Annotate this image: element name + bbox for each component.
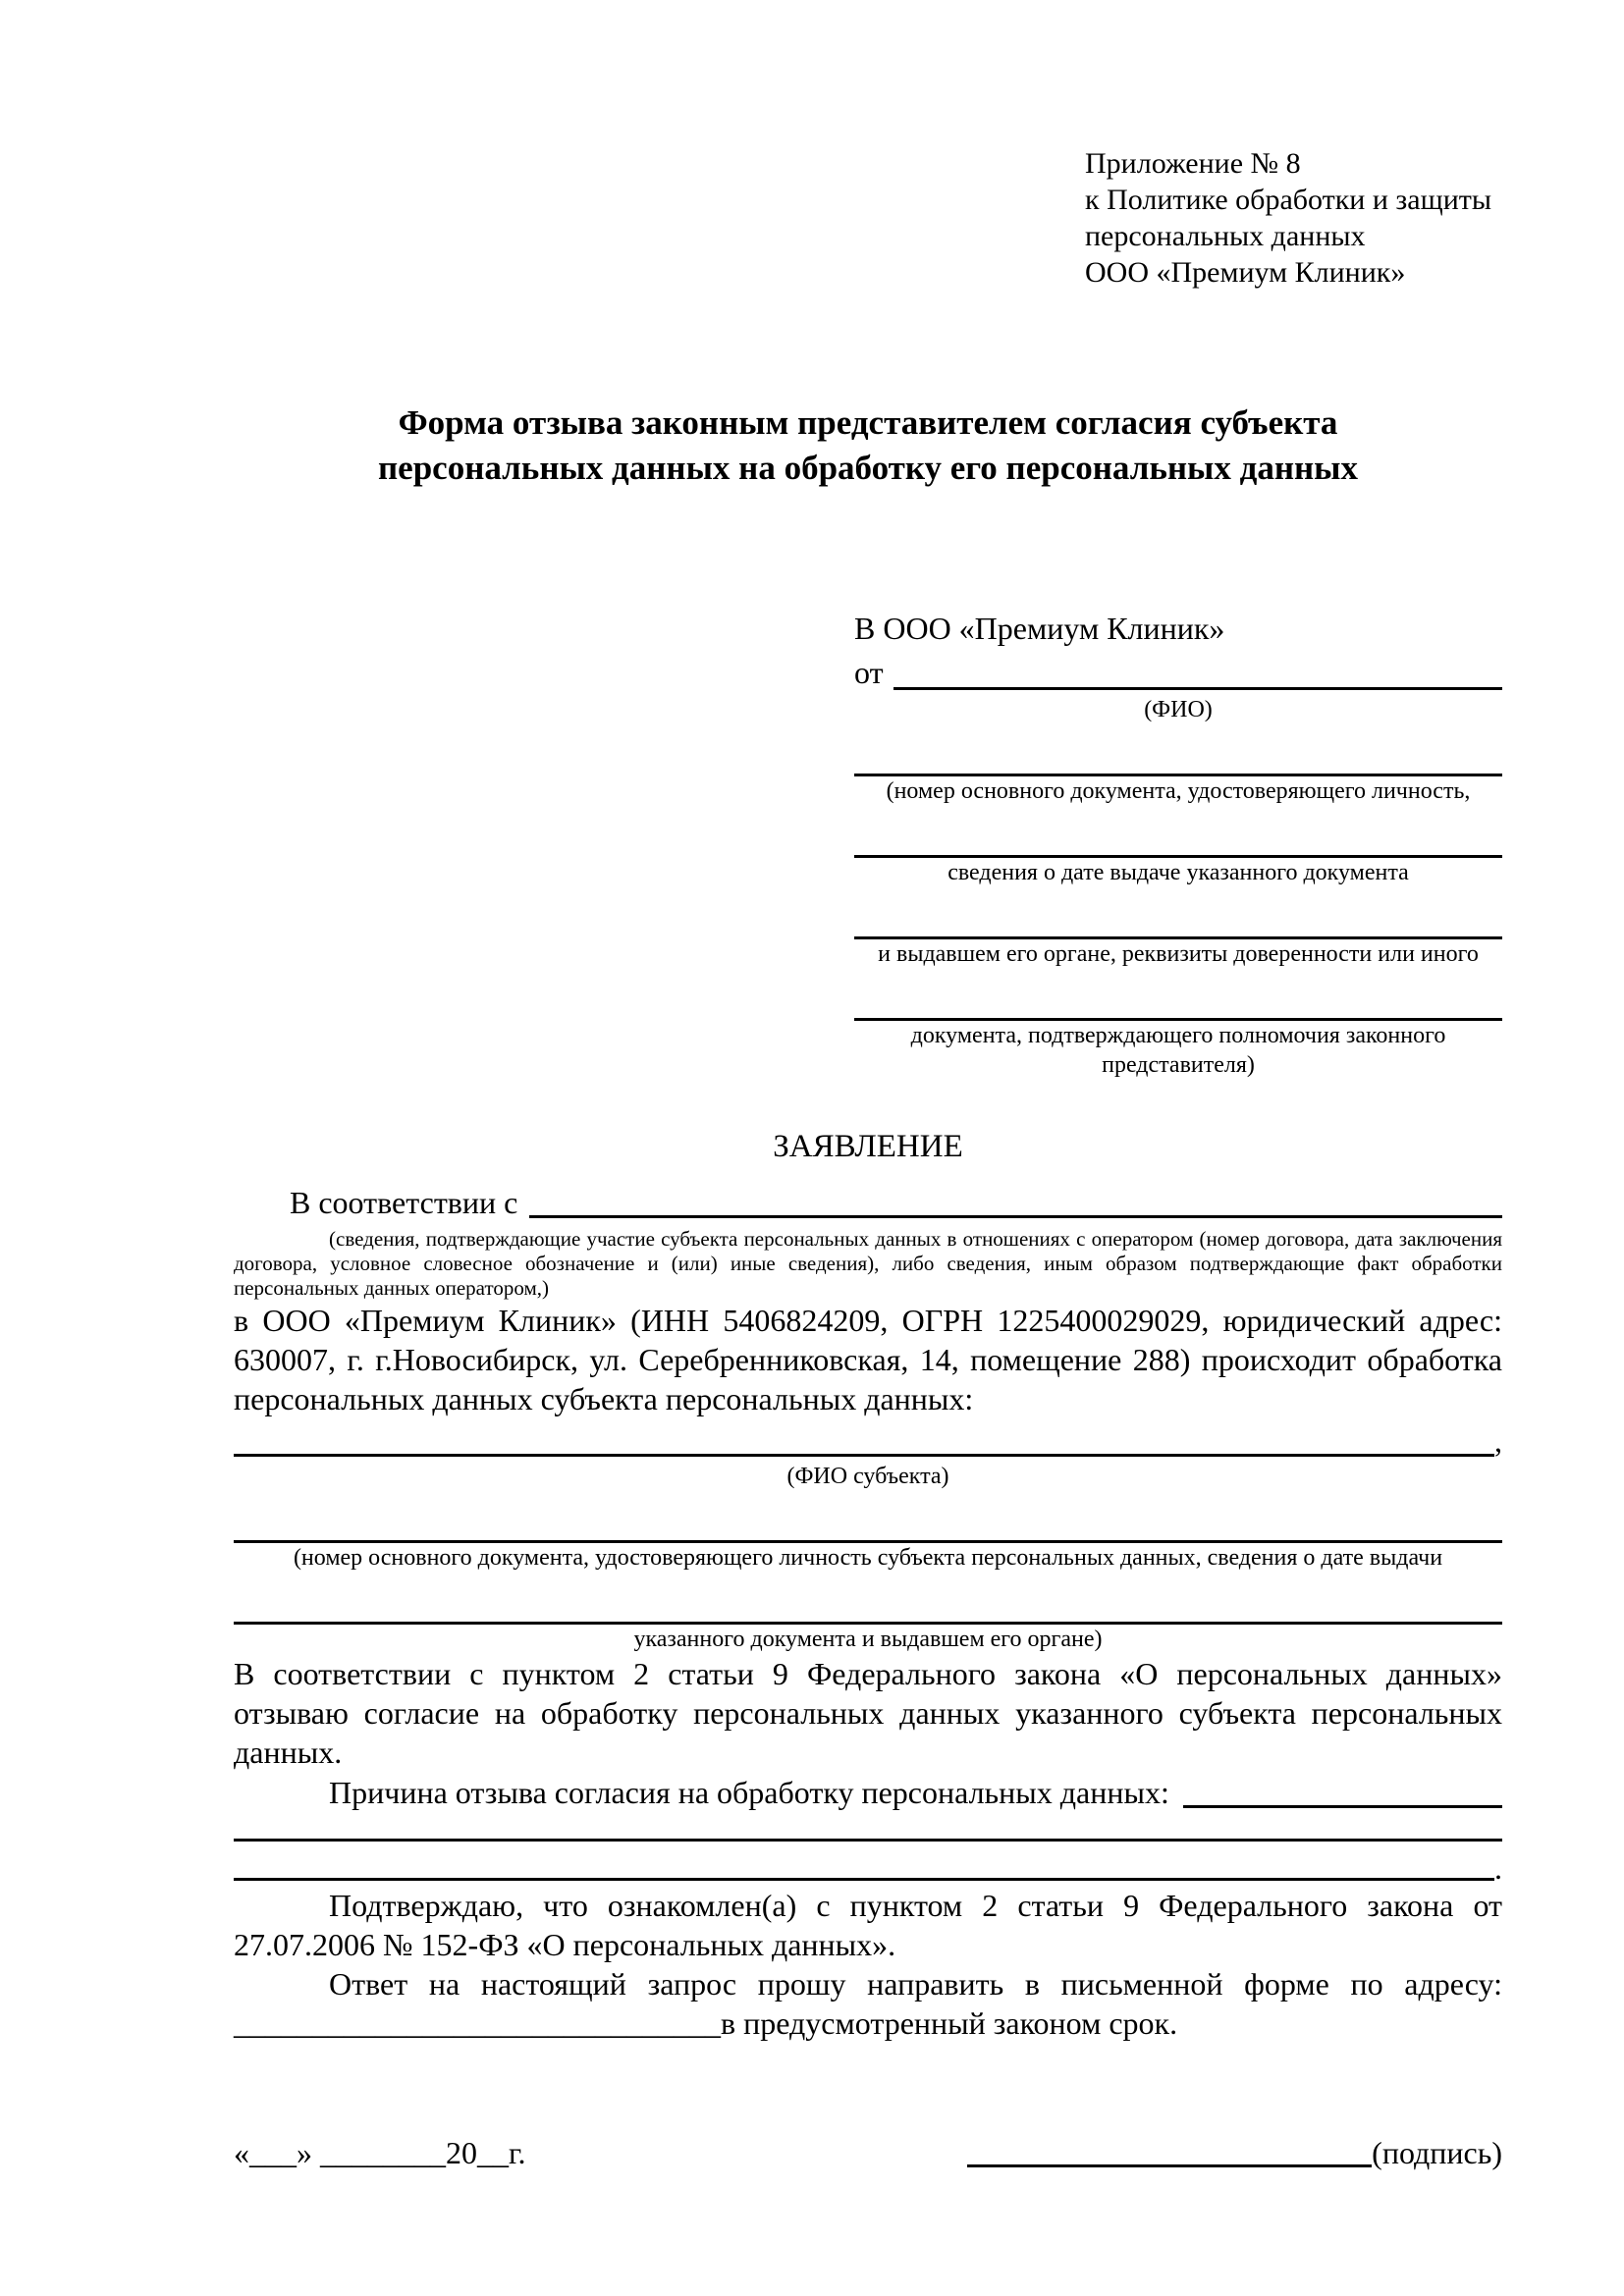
from-label: от [854,655,884,690]
subject-fio-caption: (ФИО субъекта) [786,1464,949,1489]
document-caption: (номер основного документа, удостоверяющего личность, [886,778,1471,804]
reason-continuation-row-2 [234,1850,1502,1886]
subject-document-caption: (номер основного документа, удостоверяющего личность субъекта персональных данных, сведения о дате выдачи [293,1545,1443,1571]
appendix-header-line: к Политике обработки и защиты [1085,184,1492,216]
signature-group [967,2133,1502,2172]
issuing-authority-field-line[interactable] [854,911,1502,939]
date-blank[interactable]: «___» ________20__г. [234,2135,526,2170]
subject-document-field-line[interactable] [234,1515,1502,1543]
subject-fio-comma: , [1494,1423,1502,1459]
confirm-paragraph: Подтверждаю, что ознакомлен(а) с пунктом 2 статьи 9 Федерального закона от 27.07.2006 № 152-ФЗ «О персональных данных». [234,1888,1502,1962]
accordance-basis-field-line[interactable] [529,1182,1502,1218]
document-issue-date-field-line[interactable] [854,829,1502,858]
document-title: Форма отзыва законным представителем согласия субъекта персональных данных на обработку его персональных данных [378,403,1358,487]
addressee-block [854,607,1502,1080]
fio-caption: (ФИО) [1144,697,1213,722]
from-row [854,651,1502,695]
reason-period: . [1494,1850,1502,1886]
reason-row [234,1772,1502,1813]
appendix-header-line: ООО «Премиум Клиник» [1085,256,1406,289]
subject-document-field-line-2[interactable] [234,1596,1502,1625]
withdraw-paragraph: В соответствии с пунктом 2 статьи 9 Федерального закона «О персональных данных» отзываю согласие на обработку персональных данных указанного субъекта персональных данных. [234,1656,1502,1770]
issue-date-caption: сведения о дате выдаче указанного документа [947,860,1409,885]
appendix-header-line: персональных данных [1085,220,1366,252]
authority-document-caption: документа, подтверждающего полномочия законного представителя) [910,1023,1446,1078]
reason-field-line-3[interactable] [234,1850,1494,1881]
issuing-authority-caption: и выдавшем его органе, реквизиты доверенности или иного [878,941,1479,967]
reply-paragraph: Ответ на настоящий запрос прошу направить в письменной форме по адресу: _______________________________в предусмотренный законом срок. [234,1966,1502,2041]
reason-label: Причина отзыва согласия на обработку персональных данных: [329,1775,1169,1810]
reason-field-line-2[interactable] [234,1839,1502,1842]
appendix-header-line: Приложение № 8 [1085,147,1301,180]
signature-field-line[interactable] [967,2133,1372,2167]
reason-continuation-row [234,1839,1502,1846]
in-accordance-row [234,1182,1502,1223]
operator-paragraph: в ООО «Премиум Клиник» (ИНН 5406824209, ОГРН 1225400029029, юридический адрес: 630007, г. г.Новосибирск, ул. Серебренниковская, 14, помещение 288) происходит обработка персональных данных субъекта персональных данных: [234,1303,1502,1416]
representative-document-field-line[interactable] [854,748,1502,776]
authority-document-field-line[interactable] [854,992,1502,1021]
signature-footer [234,2133,1502,2172]
in-accordance-label: В соответствии с [290,1185,518,1220]
signature-caption: (подпись) [1372,2135,1502,2170]
subject-document-caption-2: указанного документа и выдавшем его органе) [633,1627,1103,1652]
accordance-note: (сведения, подтверждающие участие субъекта персональных данных в отношениях с оператором (номер договора, дата заключения договора, условное словесное обозначение и (или) иные сведения), либо сведения, иным образом подтверждающие факт обработки персональных данных оператором,) [234,1227,1502,1300]
subject-fio-row [234,1420,1502,1462]
subject-fio-field-line[interactable] [234,1420,1494,1457]
representative-fio-field-line[interactable] [893,651,1502,690]
statement-heading: ЗАЯВЛЕНИЕ [773,1129,963,1164]
reason-field-line[interactable] [1183,1772,1502,1808]
appendix-header [1085,145,1502,291]
addressee-organization: В ООО «Премиум Клиник» [854,611,1225,646]
